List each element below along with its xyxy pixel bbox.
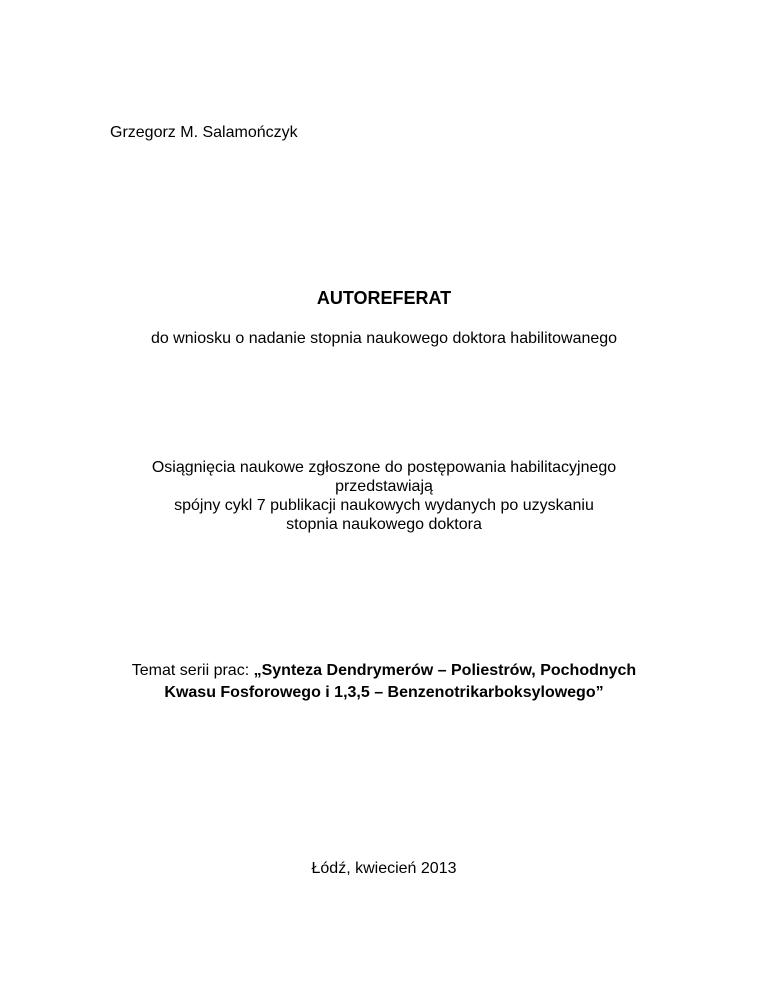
topic-line-1 (0, 660, 768, 682)
topic-title-part-2: Kwasu Fosforowego i 1,3,5 – Benzenotrikarboksylowego” (164, 684, 604, 701)
place-and-date: Łódź, kwiecień 2013 (311, 860, 457, 877)
topic-label: Temat serii prac: (131, 662, 254, 679)
achievement-statement (0, 458, 768, 534)
achievement-line: Osiągnięcia naukowe zgłoszone do postępowania habilitacyjnego (151, 459, 617, 476)
topic-block (0, 660, 768, 704)
achievement-line: stopnia naukowego doktora (286, 516, 482, 533)
achievement-line: spójny cykl 7 publikacji naukowych wydanych po uzyskaniu (174, 497, 594, 514)
topic-title-part-1: „Synteza Dendrymerów – Poliestrów, Pochodnych (253, 662, 637, 679)
achievement-line: przedstawiają (335, 478, 433, 495)
author-name: Grzegorz M. Salamończyk (110, 124, 298, 141)
document-subtitle: do wniosku o nadanie stopnia naukowego doktora habilitowanego (150, 330, 618, 347)
document-title: AUTOREFERAT (316, 288, 452, 308)
